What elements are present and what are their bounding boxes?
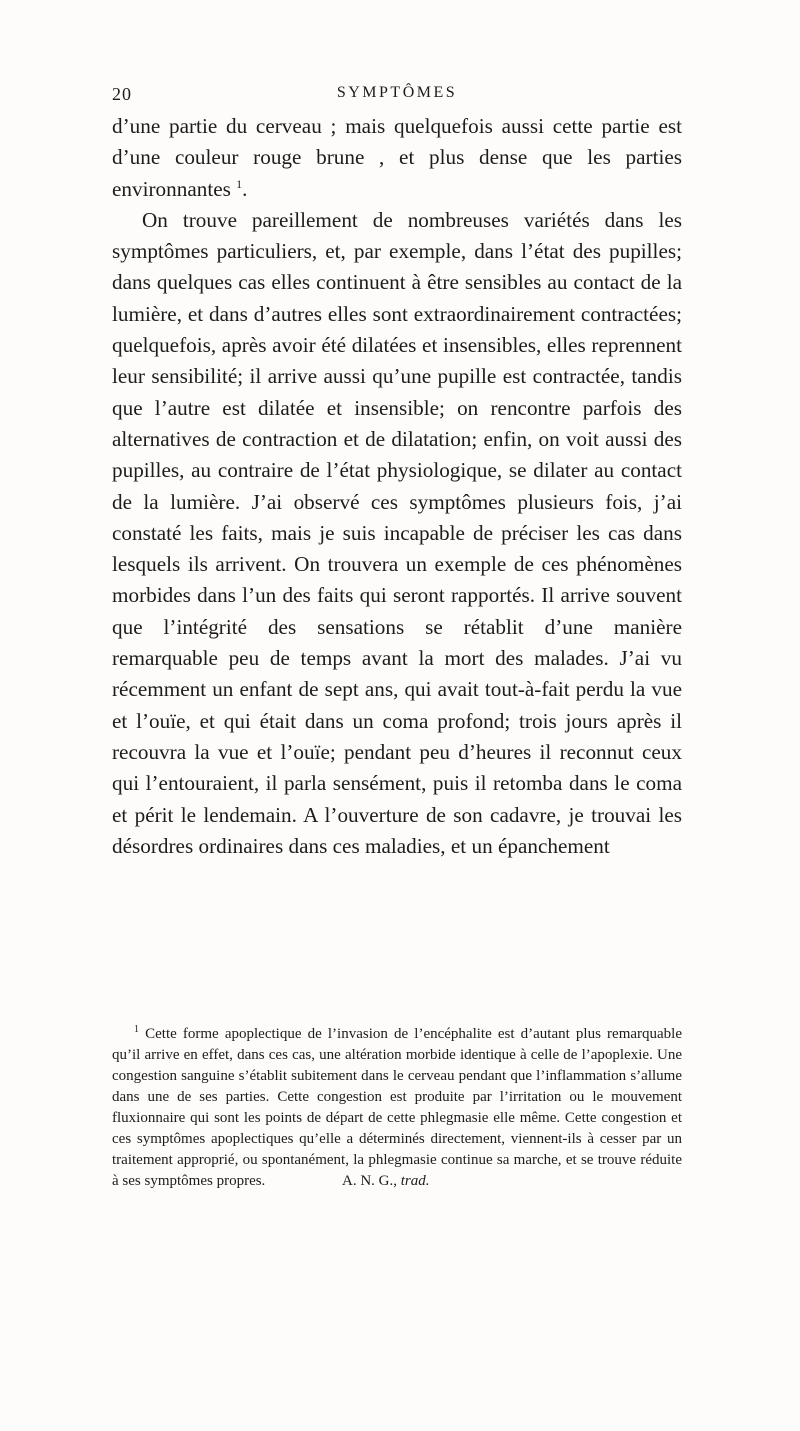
footnote-reference: 1 [236, 176, 243, 191]
paragraph-text: d’une partie du cerveau ; mais quelquefois aussi cette partie est d’une couleur rouge brune , et plus dense que les parties environnantes [112, 114, 682, 201]
footnote-signature: A. N. G., [342, 1173, 397, 1189]
paragraph-continued [112, 111, 682, 205]
footnote-marker: 1 [134, 1024, 139, 1035]
running-title: SYMPTÔMES [336, 84, 458, 101]
main-text [112, 111, 682, 862]
running-head [112, 84, 682, 108]
paragraph-pupils: On trouve pareillement de nombreuses variétés dans les symptômes particuliers, et, par exemple, dans l’état des pupilles; dans quelques cas elles continuent à être sensibles au contact de la lumière, et dans d’autres elles sont extraordinairement contractées; quelquefois, après avoir été dilatées et insensibles, elles reprennent leur sensibilité; il arrive aussi qu’une pupille est contractée, tandis que l’autre est dilatée et insensible; on rencontre parfois des alternatives de contraction et de dilatation; enfin, on voit aussi des pupilles, au contraire de l’état physiologique, se dilater au contact de la lumière. J’ai observé ces symptômes plusieurs fois, j’ai constaté les faits, mais je suis incapable de préciser les cas dans lesquels ils arrivent. On trouvera un exemple de ces phénomènes morbides dans l’un des faits qui seront rapportés. Il arrive souvent que l’intégrité des sensations se rétablit d’une manière remarquable peu de temps avant la mort des malades. J’ai vu récemment un enfant de sept ans, qui avait tout-à-fait perdu la vue et l’ouïe, et qui était dans un coma profond; trois jours après il recouvra la vue et l’ouïe; pendant peu d’heures il reconnut ceux qui l’entouraient, il parla sensément, puis il retomba dans le coma et périt le lendemain. A l’ouverture de son cadavre, je trouvai les désordres ordinaires dans ces maladies, et un épanchement [112, 207, 682, 858]
footnote-translator-note: trad. [400, 1173, 430, 1189]
footnote [112, 1024, 682, 1192]
page-number: 20 [112, 84, 132, 104]
paragraph-end: . [242, 176, 248, 201]
footnote-text: Cette forme apoplectique de l’invasion de l’encéphalite est d’autant plus remarquable qu’il arrive en effet, dans ces cas, une altération morbide identique à celle de l’apoplexie. Une congestion sanguine s’établit subitement dans le cerveau pendant que l’inflammation s’allume dans une de ses parties. Cette congestion est produite par l’irritation ou le mouvement fluxionnaire qui sont les points de départ de cette phlegmasie elle même. Cette congestion et ces symptômes apoplectiques qu’elle a déterminés directement, viennent-ils à cesser par un traitement approprié, ou spontanément, la phlegmasie continue sa marche, et se trouve réduite à ses symptômes propres. [112, 1026, 682, 1189]
